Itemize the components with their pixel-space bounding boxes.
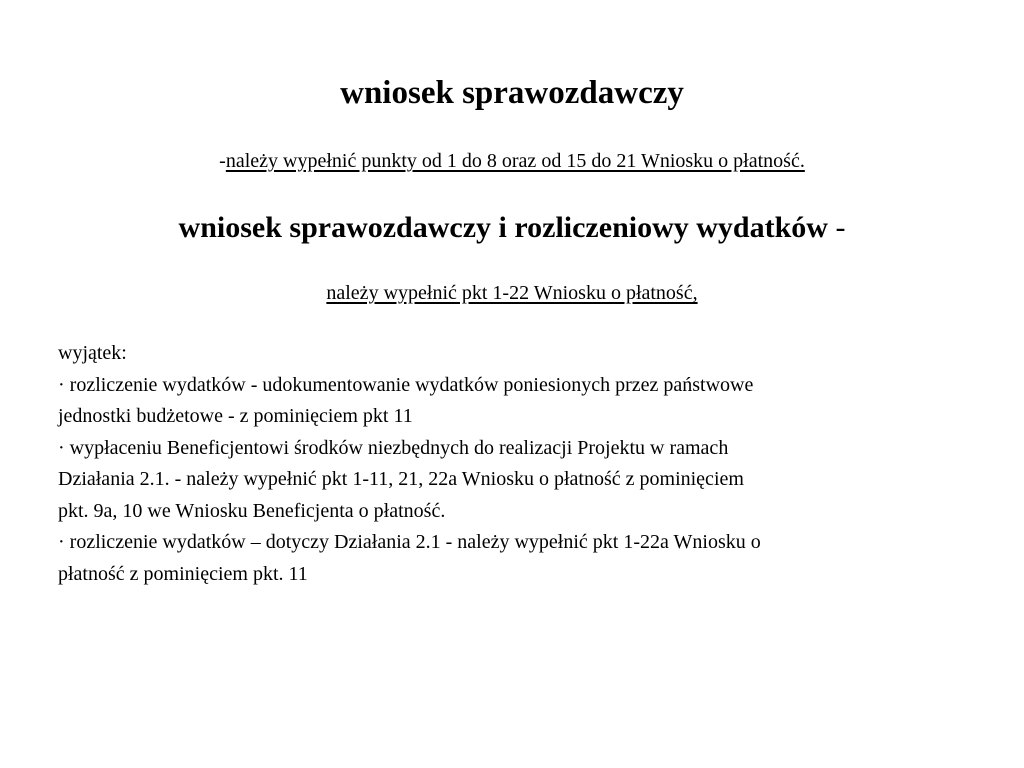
exception-line: · wypłaceniu Beneficjentowi środków niezbędnych do realizacji Projektu w ramach (58, 436, 729, 459)
heading-report-settlement-application (0, 206, 1024, 250)
report-application-instruction (0, 146, 1024, 176)
heading-report-settlement-text: wniosek sprawozdawczy i rozliczeniowy wydatków (178, 211, 828, 244)
exceptions-label: wyjątek: (58, 342, 127, 364)
settlement-application-instruction (0, 278, 1024, 308)
exception-line: pkt. 9a, 10 we Wniosku Beneficjenta o płatność. (58, 499, 446, 522)
instruction-text-report: należy wypełnić punkty od 1 do 8 oraz od 15 do 21 Wniosku o płatność. (225, 150, 805, 172)
exception-line: jednostki budżetowe - z pominięciem pkt 11 (58, 405, 413, 427)
exception-line: · rozliczenie wydatków - udokumentowanie wydatków poniesionych przez państwowe (58, 373, 754, 396)
exception-line: Działania 2.1. - należy wypełnić pkt 1-11, 21, 22a Wniosku o płatność z pominięciem (58, 468, 744, 490)
heading-report-settlement-suffix: - (827, 211, 846, 244)
instruction-text-settlement: należy wypełnić pkt 1-22 Wniosku o płatność, (326, 282, 698, 304)
exceptions-section (58, 338, 978, 590)
heading-report-application: wniosek sprawozdawczy (340, 75, 684, 111)
exception-line: płatność z pominięciem pkt. 11 (58, 562, 308, 585)
exception-line: · rozliczenie wydatków – dotyczy Działania 2.1 - należy wypełnić pkt 1-22a Wniosku o (58, 531, 761, 553)
instruction-prefix: - (219, 150, 226, 172)
